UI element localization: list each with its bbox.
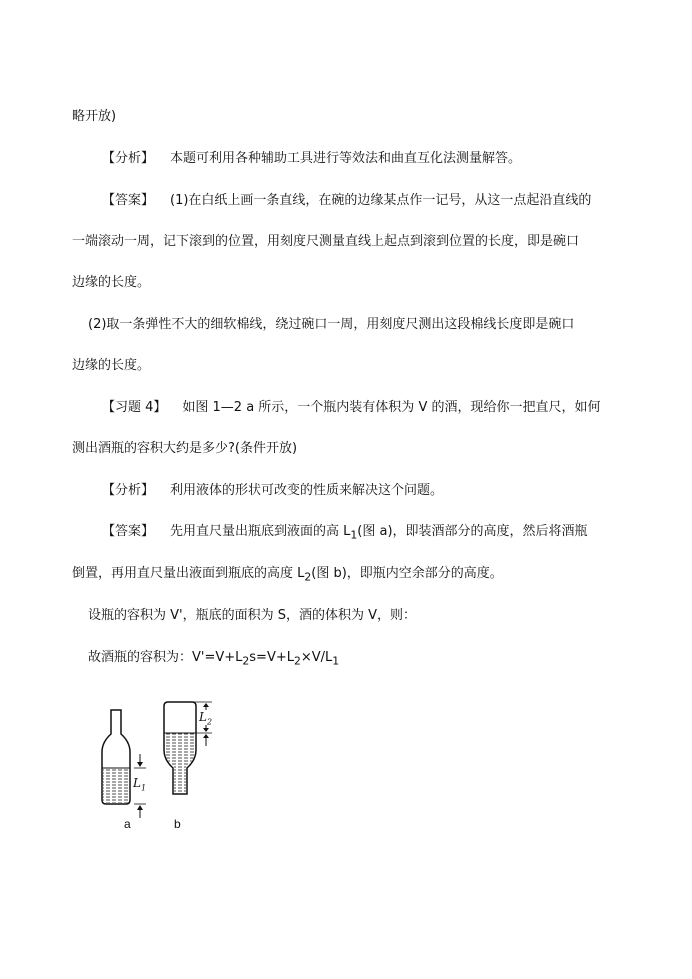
analysis-paragraph-1 (102, 150, 521, 168)
figure-label-a: a (124, 817, 131, 831)
analysis-tag-2: 【分析】 (102, 483, 155, 498)
subscript-1: 1 (350, 528, 358, 542)
analysis-text-2: 利用液体的形状可改变的性质来解决这个问题。 (170, 483, 444, 498)
formula-b: s=V+L (249, 650, 294, 665)
text-line-1: 略开放) (72, 109, 117, 124)
formula-line (88, 649, 339, 671)
analysis-text: 本题可利用各种辅助工具进行等效法和曲直互化法测量解答。 (170, 151, 522, 166)
text-line-4: 一端滚动一周，记下滚到的位置，用刻度尺测量直线上起点到滚到位置的长度，即是碗口 (72, 234, 580, 249)
answer-text-2a: 先用直尺量出瓶底到液面的高 L (170, 524, 351, 539)
text-line-13: 设瓶的容积为 V'，瓶底的面积为 S，酒的体积为 V，则： (88, 608, 417, 623)
text-line-12b: (图 b)，即瓶内空余部分的高度。 (311, 566, 503, 581)
bottle-figure (88, 700, 248, 840)
formula-sub-1: 2 (242, 654, 250, 668)
formula-sub-2: 2 (293, 654, 301, 668)
text-line-6: (2)取一条弹性不大的细软棉线，绕过碗口一周，用刻度尺测出这段棉线长度即是碗口 (88, 317, 575, 332)
subscript-2: 2 (304, 570, 312, 584)
answer-paragraph-1 (102, 192, 591, 210)
l1-label: $L_1$ (133, 776, 147, 793)
l2-label: $L_2$ (199, 710, 213, 727)
figure-label-b: b (174, 817, 181, 831)
exercise-text: 如图 1—2 a 所示，一个瓶内装有体积为 V 的酒，现给你一把直尺，如何 (182, 400, 601, 415)
bottle-a (102, 710, 146, 818)
exercise-4-paragraph (102, 399, 600, 417)
bottle-diagram (88, 700, 248, 840)
answer-tag-2: 【答案】 (102, 524, 155, 539)
analysis-paragraph-2 (102, 482, 443, 500)
text-line-5: 边缘的长度。 (72, 275, 151, 290)
formula-a: 故酒瓶的容积为：V'=V+L (88, 650, 243, 665)
exercise-tag: 【习题 4】 (102, 400, 167, 415)
formula-c: ×V/L (300, 650, 333, 665)
text-line-7: 边缘的长度。 (72, 358, 151, 373)
answer-text: (1)在白纸上画一条直线，在碗的边缘某点作一记号，从这一点起沿直线的 (170, 193, 592, 208)
answer-text-2b: (图 a)，即装酒部分的高度，然后将酒瓶 (357, 524, 588, 539)
text-line-12 (72, 565, 503, 587)
text-line-12a: 倒置，再用直尺量出液面到瓶底的高度 L (72, 566, 305, 581)
answer-paragraph-2 (102, 523, 588, 545)
formula-sub-3: 1 (332, 654, 340, 668)
answer-tag: 【答案】 (102, 193, 155, 208)
bottle-a-liquid (103, 768, 129, 803)
text-line-9: 测出酒瓶的容积大约是多少?(条件开放) (72, 441, 298, 456)
analysis-tag: 【分析】 (102, 151, 155, 166)
